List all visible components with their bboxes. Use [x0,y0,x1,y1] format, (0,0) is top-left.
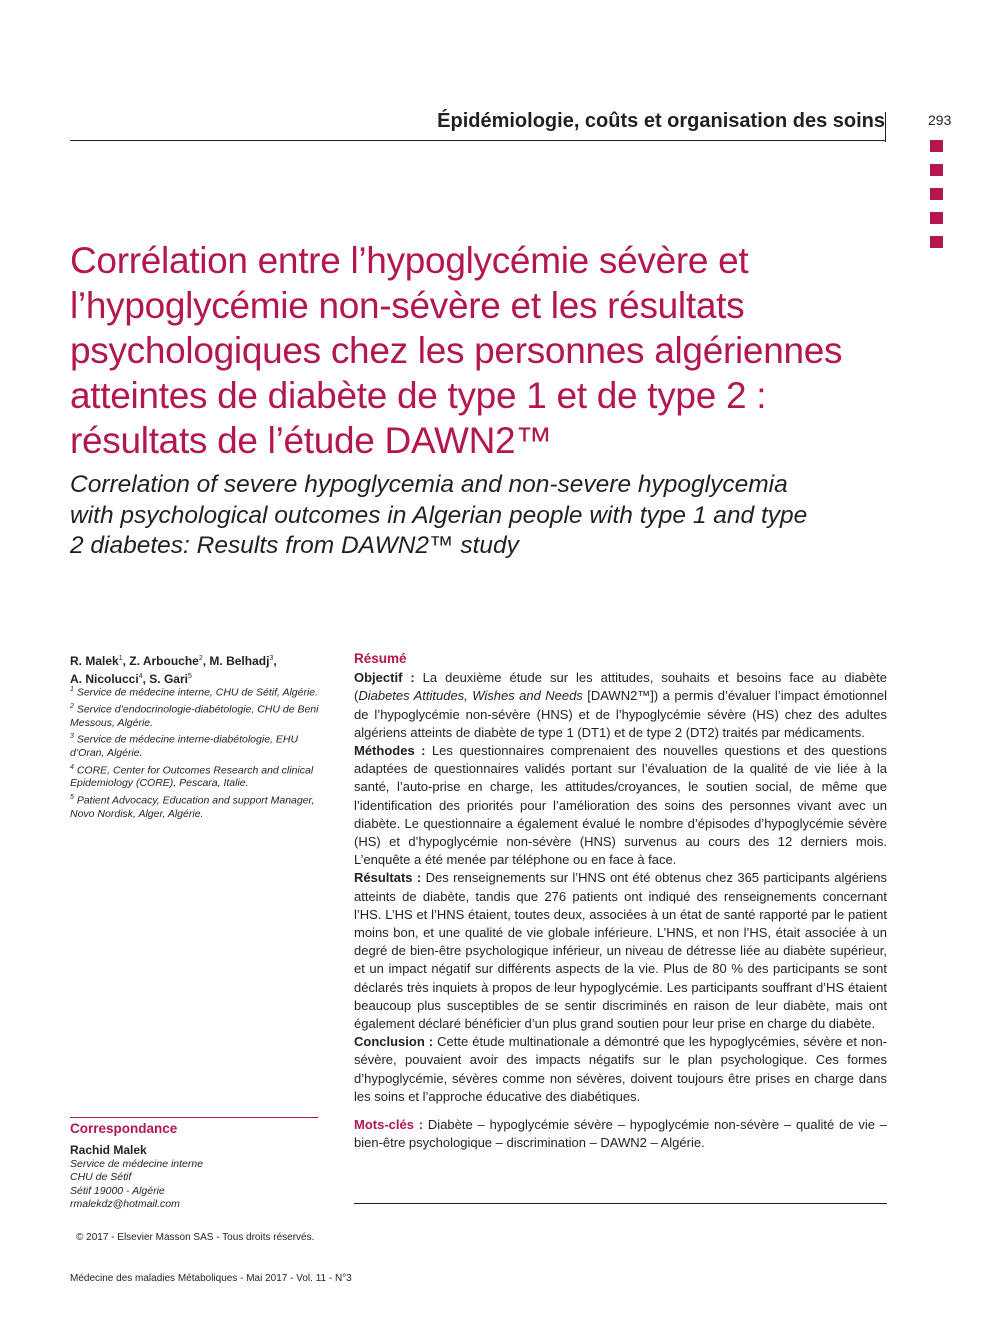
article-title-fr [70,238,920,463]
square-mark [930,188,943,200]
square-mark [930,212,943,224]
address-line: Sétif 19000 - Algérie [70,1184,165,1197]
author-name: R. Malek [70,654,119,668]
abstract-resultats: Résultats : Des renseignements sur l’HNS ont été obtenus chez 365 participants algériens atteints de diabète, tandis que 276 patients ont indiqué des renseignements concernant l’HS. L’HS et l’HNS étaient, toutes deux, associées à un état de santé rapporté par le patient moins bon, et une qualité de vie globale inférieure. L’HNS, et non l’HS, était associée à un degré de bien-être psychologique inférieur, un niveau de détresse liée au diabète supérieur, et un impact négatif sur différents aspects de la vie. Plus de 80 % des participants se sont déclarés très inquiets à propos de leur hypoglycémie. Les participants souffrant d’HS étaient beaucoup plus susceptibles de se sentir discriminés en raison de leur diabète, mais ont également déclaré bénéficier d’un plus grand soutien pour leur prise en charge du diabète. [354,870,888,1032]
author-sep: , [273,654,277,668]
affiliation-item: $^1$ Service de médecine interne, CHU de Sétif, Algérie. [70,686,319,699]
article-title-en [70,470,920,562]
author-sup: 3 [269,655,274,662]
correspondence-rule [70,1117,318,1118]
author-list [70,651,315,687]
affiliations [70,683,320,821]
square-mark [930,140,943,152]
affiliation-item: $^4$ CORE, Center for Outcomes Research and clinical Epidemiology (CORE), Pescara, Italie. [70,763,314,790]
title-en-line: with psychological outcomes in Algerian people with type 1 and type [70,501,808,529]
abstract-rule [354,1203,887,1204]
abstract-methodes: Méthodes : Les questionnaires comprenaient des nouvelles questions et des questions adaptées de questionnaires validés portant sur l’évaluation de la qualité de vie liée à la santé, l’auto-prise en charge, les attitudes/croyances, le soutien social, de même que l’identification des priorités pour l’amélioration des soins des personnes vivant avec un diabète. Le questionnaire a également évalué le nombre d’épisodes d’hypoglycémie sévère (HS) et d’hypoglycémie non-sévère (HNS) survenus au cours des 12 derniers mois. L’enquête a été menée par téléphone ou en face à face. [354,743,887,868]
correspondence-title: Correspondance [70,1121,178,1136]
author-sup: 4 [138,673,143,680]
title-en-line: Correlation of severe hypoglycemia and non-severe hypoglycemia [70,471,788,498]
header-rule [70,140,886,141]
email-link[interactable]: rmalekdz@hotmail.com [70,1198,180,1211]
title-en-line: 2 diabetes: Results from DAWN2™ study [70,532,519,559]
title-fr-line: atteintes de diabète de type 1 et de type 2 : [70,375,767,416]
author-sup: 5 [187,673,192,680]
abstract [354,650,887,1152]
page-number: 293 [928,112,952,128]
header-divider [885,112,886,142]
author-sup: 1 [118,655,123,662]
author-name: M. Belhadj [209,654,270,668]
journal-footer: Médecine des maladies Métaboliques - Mai 2017 - Vol. 11 - N°3 [70,1273,352,1284]
author-name: A. Nicolucci [70,672,139,686]
address-line: CHU de Sétif [70,1171,132,1184]
correspondence-name: Rachid Malek [70,1143,147,1157]
affiliation-item: $^3$ Service de médecine interne-diabétologie, EHU d’Oran, Algérie. [70,733,299,760]
address-line: Service de médecine interne [70,1158,204,1170]
author-name: Z. Arbouche [129,654,199,668]
section-header: Épidémiologie, coûts et organisation des soins [437,110,885,132]
abstract-title: Résumé [354,651,407,666]
abstract-objectif: Objectif : La deuxième étude sur les attitudes, souhaits et besoins face au diabète (Diabetes Attitudes, Wishes and Needs [DAWN2™]) a permis d’évaluer l’impact émotionnel de l’hypoglycémie non-sévère (HNS) et de l’hypoglycémie sévère (HS) chez des adultes algériens atteints de diabète de type 1 (DT1) et de type 2 (DT2) traités par médicaments. [354,670,887,740]
author-sep: , [122,654,130,668]
author-sep: , [202,654,210,668]
author-sup: 2 [198,655,203,662]
author-sep: , [142,672,150,686]
square-mark [930,236,943,248]
affiliation-item: $^2$ Service d’endocrinologie-diabétologie, CHU de Beni Messous, Algérie. [70,702,319,729]
abstract-keywords: Mots-clés : Diabète – hypoglycémie sévère – hypoglycémie non-sévère – qualité de vie – bien-être psychologique – discrimination – DAWN2 – Algérie. [354,1117,888,1151]
author-name: S. Gari [149,672,188,686]
title-fr-line: Corrélation entre l’hypoglycémie sévère et [70,240,749,281]
square-mark [930,164,943,176]
title-fr-line: résultats de l’étude DAWN2™ [70,420,553,461]
abstract-conclusion: Conclusion : Cette étude multinationale a démontré que les hypoglycémies, sévère et non-sévère, pouvaient avoir des impacts négatifs sur le plan psychologique. Ces formes d’hypoglycémie, sévères comme non sévères, doivent toujours être prises en charge dans les soins et l’approche éducative des diabétiques. [354,1034,888,1104]
decorative-squares [930,140,943,260]
title-fr-line: l’hypoglycémie non-sévère et les résultats [70,285,745,326]
title-fr-line: psychologiques chez les personnes algériennes [70,330,843,371]
correspondence-address [70,1158,203,1212]
affiliation-item: $^5$ Patient Advocacy, Education and support Manager, Novo Nordisk, Alger, Algérie. [70,793,315,820]
copyright: © 2017 - Elsevier Masson SAS - Tous droits réservés. [76,1232,315,1243]
